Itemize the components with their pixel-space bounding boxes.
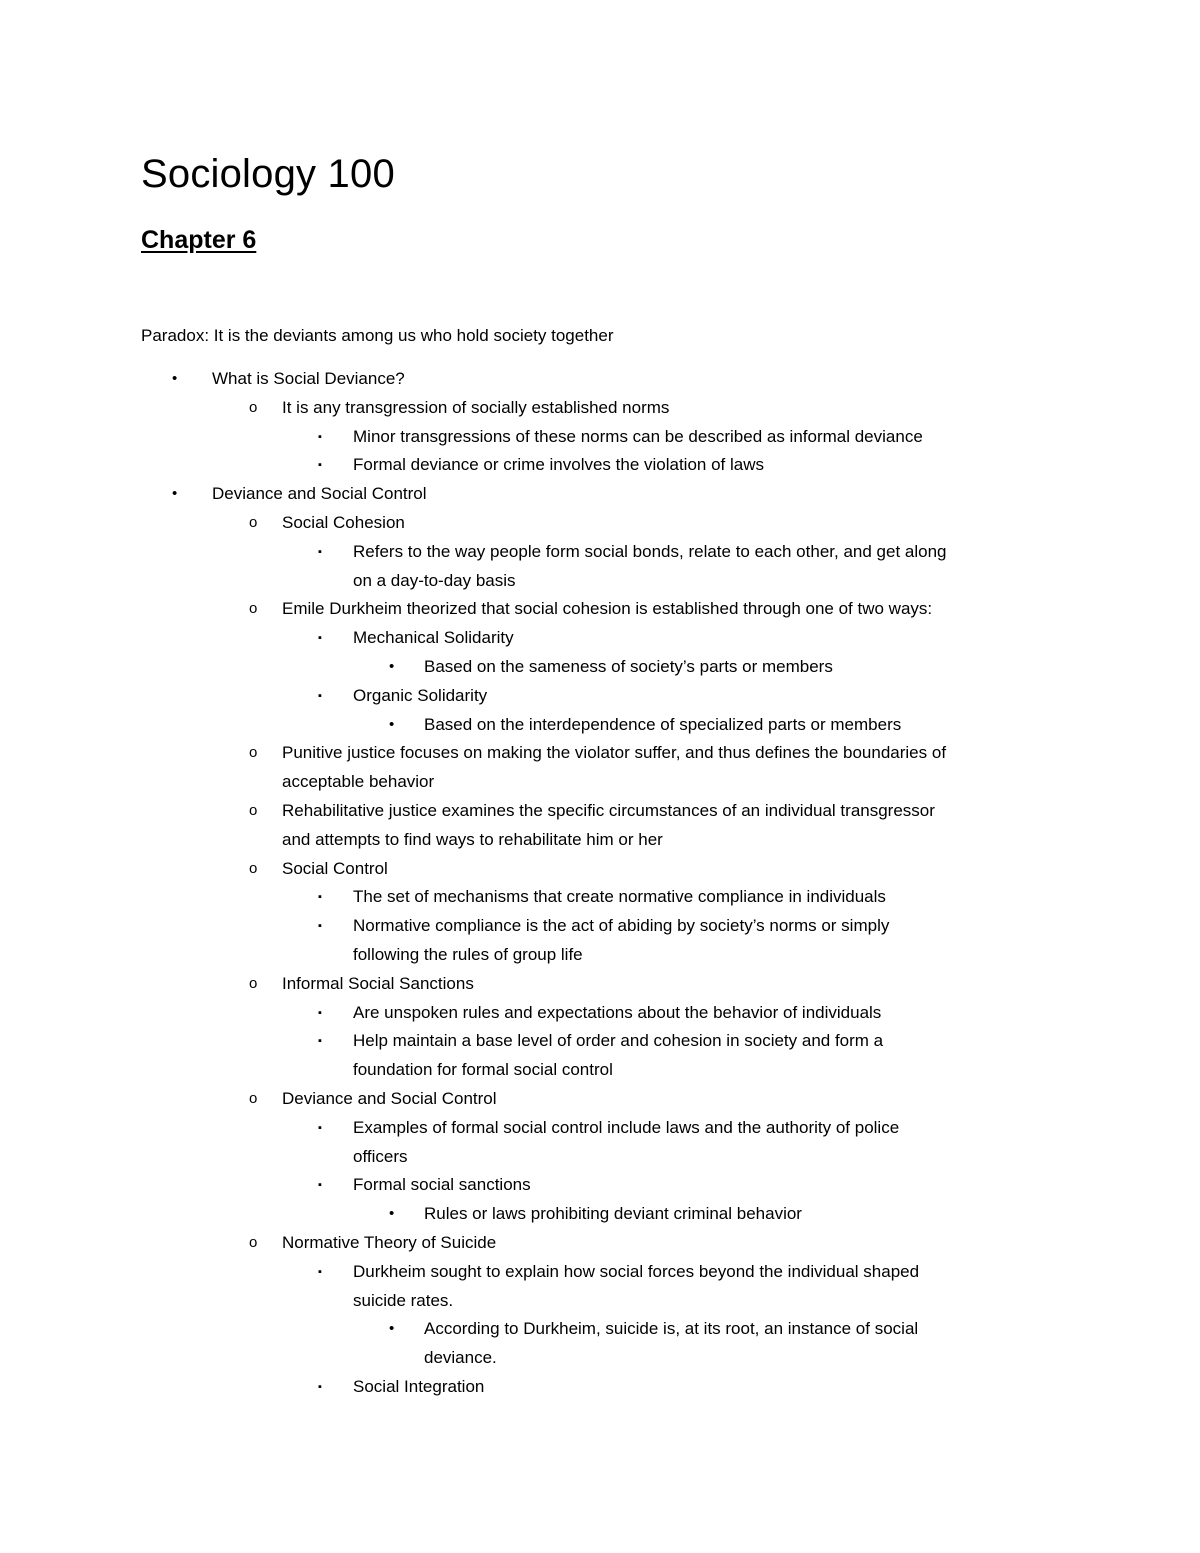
outline-text: Social Control xyxy=(282,858,388,878)
bullet-marker-level-3: ▪ xyxy=(318,632,322,645)
outline-text: What is Social Deviance? xyxy=(212,369,405,388)
outline-text: officers xyxy=(353,1146,408,1166)
outline-line xyxy=(0,1258,1200,1287)
outline-line xyxy=(0,999,1200,1028)
outline-text: Refers to the way people form social bonds, relate to each other, and get along xyxy=(353,541,947,561)
bullet-marker-level-3: ▪ xyxy=(318,459,322,472)
outline-text: Help maintain a base level of order and cohesion in society and form a xyxy=(353,1031,884,1051)
bullet-marker-level-3: ▪ xyxy=(318,1006,322,1019)
outline-text: Deviance and Social Control xyxy=(282,1088,497,1108)
outline-line xyxy=(0,1114,1200,1143)
outline-text: The set of mechanisms that create normative compliance in individuals xyxy=(353,887,886,907)
outline-text: It is any transgression of socially established norms xyxy=(282,397,670,417)
outline-text: Mechanical Solidarity xyxy=(353,628,514,648)
outline-text: Deviance and Social Control xyxy=(212,484,427,504)
outline-line xyxy=(0,682,1200,711)
outline-line xyxy=(0,826,1200,855)
bullet-marker-level-1: • xyxy=(172,370,178,387)
outline-text: Rehabilitative justice examines the specific circumstances of an individual transgressor xyxy=(282,800,935,820)
outline-line xyxy=(0,423,1200,452)
outline-text: Organic Solidarity xyxy=(353,685,488,705)
outline-line xyxy=(0,1143,1200,1172)
outline-line xyxy=(0,797,1200,826)
outline-line xyxy=(0,970,1200,999)
document-title: Sociology 100 xyxy=(141,152,395,196)
outline-text: According to Durkheim, suicide is, at its root, an instance of social xyxy=(424,1319,919,1339)
outline-line xyxy=(0,1200,1200,1229)
outline-line xyxy=(0,711,1200,740)
outline-text: Durkheim sought to explain how social forces beyond the individual shaped xyxy=(353,1261,920,1281)
outline-line xyxy=(0,567,1200,596)
outline-line xyxy=(0,883,1200,912)
bullet-marker-level-3: ▪ xyxy=(318,1265,322,1278)
outline-line xyxy=(0,480,1200,509)
bullet-marker-level-4: • xyxy=(389,657,395,675)
bullet-marker-level-2: o xyxy=(249,1089,258,1107)
bullet-marker-level-3: ▪ xyxy=(318,545,322,558)
outline-line xyxy=(0,509,1200,538)
outline-line xyxy=(0,739,1200,768)
outline-line xyxy=(0,394,1200,423)
outline-text: foundation for formal social control xyxy=(353,1060,613,1080)
bullet-marker-level-2: o xyxy=(249,859,258,877)
outline-line xyxy=(0,595,1200,624)
outline-text: Based on the sameness of society’s parts or members xyxy=(424,656,833,676)
bullet-marker-level-1: • xyxy=(172,485,178,503)
outline-line xyxy=(0,1056,1200,1085)
outline-text: Minor transgressions of these norms can be described as informal deviance xyxy=(353,426,923,446)
outline-text: Social Cohesion xyxy=(282,512,405,532)
outline-line xyxy=(0,624,1200,653)
bullet-marker-level-3: ▪ xyxy=(318,1380,322,1393)
outline-line xyxy=(0,1287,1200,1316)
bullet-marker-level-2: o xyxy=(249,398,258,416)
bullet-marker-level-4: • xyxy=(389,1205,395,1223)
outline-text: and attempts to find ways to rehabilitate him or her xyxy=(282,829,663,849)
outline-text: following the rules of group life xyxy=(353,944,583,964)
outline-text: Normative Theory of Suicide xyxy=(282,1232,497,1252)
bullet-marker-level-3: ▪ xyxy=(318,1121,322,1134)
outline-text: Are unspoken rules and expectations about the behavior of individuals xyxy=(353,1002,882,1022)
chapter-heading: Chapter 6 xyxy=(141,226,257,254)
bullet-marker-level-2: o xyxy=(249,600,258,618)
outline-line xyxy=(0,1171,1200,1200)
outline-line xyxy=(0,1315,1200,1344)
outline-line xyxy=(0,1373,1200,1402)
outline-text: Based on the interdependence of specialized parts or members xyxy=(424,714,902,734)
paradox-statement: Paradox: It is the deviants among us who hold society together xyxy=(141,326,614,345)
bullet-marker-level-3: ▪ xyxy=(318,1035,322,1048)
bullet-marker-level-3: ▪ xyxy=(318,430,322,443)
outline-line xyxy=(0,1344,1200,1373)
outline-text: acceptable behavior xyxy=(282,772,435,792)
bullet-marker-level-2: o xyxy=(249,1233,258,1251)
outline-line xyxy=(0,912,1200,941)
outline-text: Informal Social Sanctions xyxy=(282,973,474,993)
bullet-marker-level-3: ▪ xyxy=(318,920,322,933)
outline-line xyxy=(0,538,1200,567)
outline-line xyxy=(0,451,1200,480)
outline-line xyxy=(0,1229,1200,1258)
bullet-marker-level-4: • xyxy=(389,715,395,733)
outline-text: Social Integration xyxy=(353,1376,485,1396)
outline-line xyxy=(0,1027,1200,1056)
outline-text: Formal deviance or crime involves the violation of laws xyxy=(353,455,765,475)
outline-text: deviance. xyxy=(424,1348,497,1368)
outline-line xyxy=(0,941,1200,970)
bullet-marker-level-2: o xyxy=(249,801,258,819)
outline-line xyxy=(0,365,1200,394)
outline-text: suicide rates. xyxy=(353,1290,454,1310)
bullet-marker-level-3: ▪ xyxy=(318,891,322,904)
outline-line xyxy=(0,768,1200,797)
outline-text: Emile Durkheim theorized that social cohesion is established through one of two ways: xyxy=(282,599,933,619)
outline-text: on a day-to-day basis xyxy=(353,570,516,590)
notes-outline xyxy=(0,365,1200,1402)
outline-text: Punitive justice focuses on making the violator suffer, and thus defines the boundaries of xyxy=(282,743,947,763)
outline-text: Examples of formal social control include laws and the authority of police xyxy=(353,1117,900,1137)
bullet-marker-level-3: ▪ xyxy=(318,1179,322,1192)
outline-line xyxy=(0,855,1200,884)
bullet-marker-level-2: o xyxy=(249,513,258,531)
outline-text: Normative compliance is the act of abiding by society’s norms or simply xyxy=(353,916,890,936)
bullet-marker-level-3: ▪ xyxy=(318,689,322,702)
outline-line xyxy=(0,1085,1200,1114)
outline-text: Formal social sanctions xyxy=(353,1175,531,1195)
bullet-marker-level-2: o xyxy=(249,744,258,762)
bullet-marker-level-4: • xyxy=(389,1320,395,1338)
bullet-marker-level-2: o xyxy=(249,974,258,992)
outline-line xyxy=(0,653,1200,682)
outline-text: Rules or laws prohibiting deviant criminal behavior xyxy=(424,1204,802,1224)
